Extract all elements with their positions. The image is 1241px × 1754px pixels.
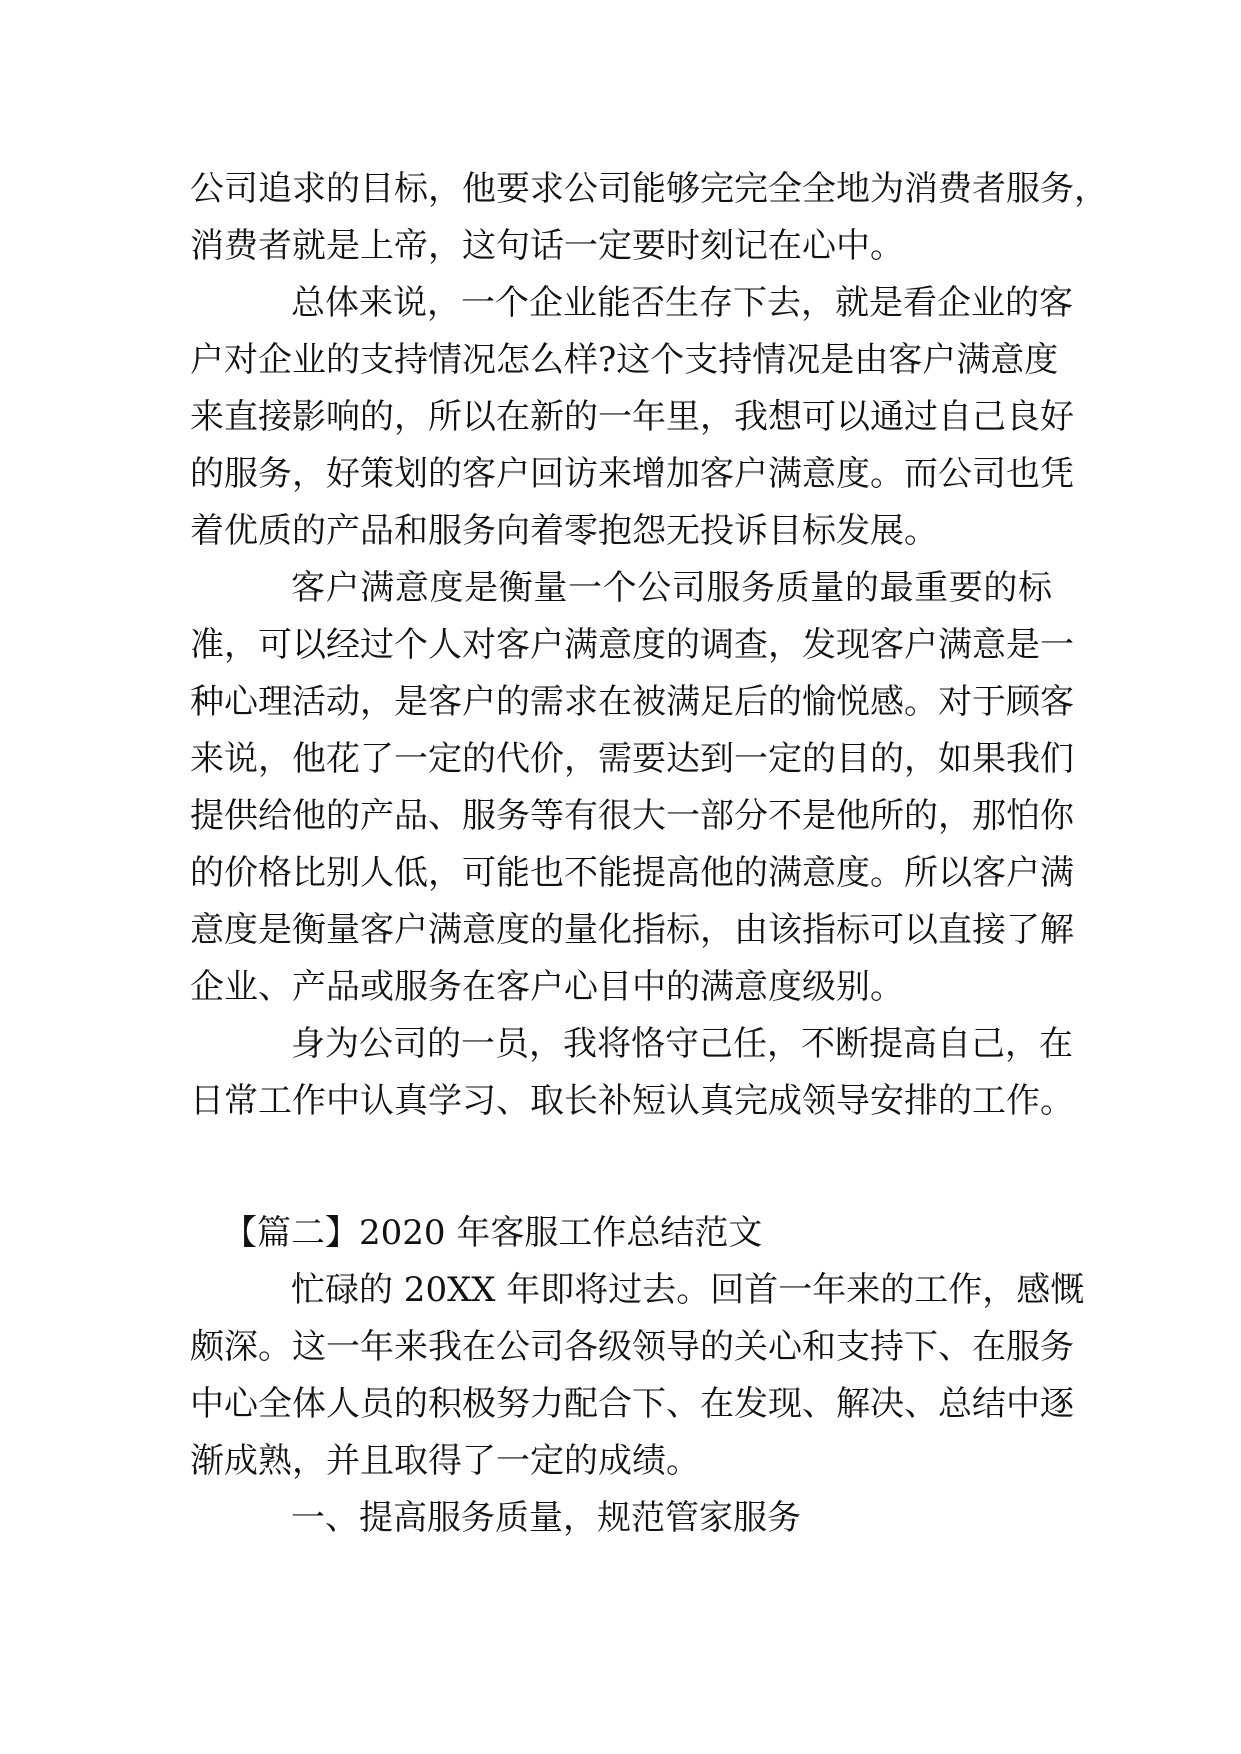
text-line: 来直接影响的，所以在新的一年里，我想可以通过自己良好	[190, 397, 1074, 437]
paragraph	[190, 275, 1074, 560]
text-line: 企业、产品或服务在客户心目中的满意度级别。	[190, 967, 904, 1007]
text-line: 总体来说，一个企业能否生存下去，就是看企业的客	[291, 283, 1073, 323]
text-line: 的价格比别人低，可能也不能提高他的满意度。所以客户满	[190, 853, 1074, 893]
text-line: 渐成熟，并且取得了一定的成绩。	[190, 1441, 700, 1481]
section-heading: 【篇二】2020 年客服工作总结范文	[223, 1213, 763, 1253]
text-line: 颇深。这一年来我在公司各级领导的关心和支持下、在服务	[190, 1327, 1074, 1367]
text-line: 来说，他花了一定的代价，需要达到一定的目的，如果我们	[190, 739, 1074, 779]
text-line: 准，可以经过个人对客户满意度的调查，发现客户满意是一	[190, 625, 1074, 665]
paragraph	[190, 161, 1108, 275]
text-line: 一、提高服务质量，规范管家服务	[291, 1498, 801, 1538]
text-line: 着优质的产品和服务向着零抱怨无投诉目标发展。	[190, 511, 938, 551]
paragraph	[190, 1016, 1074, 1130]
text-line: 中心全体人员的积极努力配合下、在发现、解决、总结中逐	[190, 1384, 1074, 1424]
text-line: 客户满意度是衡量一个公司服务质量的最重要的标	[291, 568, 1052, 608]
text-line: 消费者就是上帝，这句话一定要时刻记在心中。	[190, 226, 904, 266]
text-line: 的服务，好策划的客户回访来增加客户满意度。而公司也凭	[190, 454, 1074, 494]
text-line: 提供给他的产品、服务等有很大一部分不是他所的，那怕你	[190, 796, 1074, 836]
document-body	[190, 161, 1108, 1547]
text-line: 种心理活动，是客户的需求在被满足后的愉悦感。对于顾客	[190, 682, 1074, 722]
text-line: 身为公司的一员，我将恪守己任，不断提高自己，在	[291, 1024, 1073, 1064]
text-line: 公司追求的目标，他要求公司能够完完全全地为消费者服务，	[190, 169, 1108, 209]
text-line: 意度是衡量客户满意度的量化指标，由该指标可以直接了解	[190, 910, 1074, 950]
paragraph	[190, 1490, 1052, 1547]
paragraph	[190, 560, 1074, 1016]
blank-line	[190, 1130, 1052, 1187]
text-line: 忙碌的 20XX 年即将过去。回首一年来的工作，感慨	[291, 1270, 1085, 1310]
text-line: 户对企业的支持情况怎么样?这个支持情况是由客户满意度	[190, 340, 1059, 380]
text-line: 日常工作中认真学习、取长补短认真完成领导安排的工作。	[190, 1081, 1074, 1121]
paragraph	[190, 1262, 1085, 1490]
